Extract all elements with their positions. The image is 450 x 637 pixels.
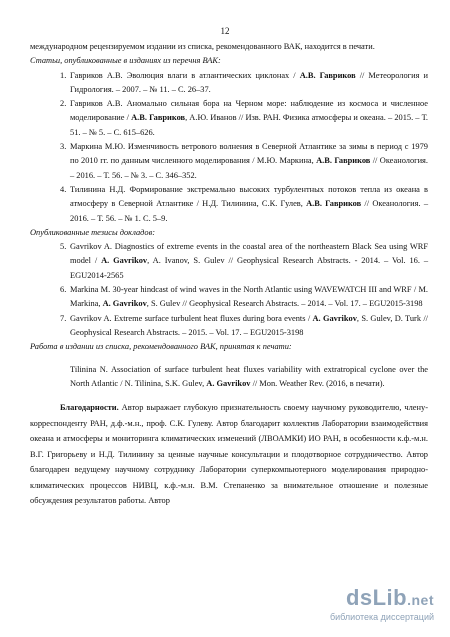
author-bold: A. Gavrikov <box>312 313 357 323</box>
author-bold: А.В. Гавриков <box>131 113 186 123</box>
item-text-tail: , S. Gulev // Geophysical Research Abstracts. – 2014. – Vol. 17. – EGU2015-3198 <box>146 299 423 309</box>
item-number: 1. <box>60 70 67 80</box>
item-text: Gavrikov A. Extreme surface turbulent heat fluxes during bora events / <box>70 313 313 323</box>
vak-list <box>30 69 428 226</box>
item-text-tail: // Океанология. – 2016. – Т. 56. – № 3. – С. 346–352. <box>70 156 429 180</box>
item-text: Markina M. 30-year hindcast of wind waves in the North Atlantic using WAVEWATCH III and WRF / M. Markina, <box>70 285 428 309</box>
accepted-heading: Работа в издании из списка, рекомендованного ВАК, принятая к печати: <box>30 342 292 352</box>
item-text: Gavrikov A. Diagnostics of extreme events in the coastal area of the northeastern Black Sea using WRF model / <box>70 242 428 266</box>
item-number: 3. <box>60 142 67 152</box>
item-number: 2. <box>60 99 67 109</box>
accepted-item <box>30 363 428 392</box>
page-number: 12 <box>220 26 230 36</box>
item-text-tail: // Метеорология и Гидрология. – 2007. – № 11. – С. 26–37. <box>70 70 428 94</box>
item-text: Гавриков А.В. Эволюция влаги в атлантических циклонах / <box>70 70 300 80</box>
list-item <box>30 283 428 312</box>
item-text-tail: , S. Gulev, D. Turk // Geophysical Research Abstracts. – 2015. – Vol. 17. – EGU2015-3198 <box>70 313 429 337</box>
watermark-logo-tld: .net <box>407 592 434 608</box>
intro-paragraph: международном рецензируемом издании из списка, рекомендованного ВАК, находится в печати. <box>30 42 375 51</box>
theses-list <box>30 240 428 340</box>
list-item <box>30 183 428 226</box>
item-number: 4. <box>60 184 67 194</box>
list-item <box>30 69 428 98</box>
item-text: Гавриков А.В. Аномально сильная бора на Черном море: наблюдение из космоса и численное моделирование / <box>70 99 428 123</box>
site-watermark <box>304 585 434 625</box>
acknowledgments-title: Благодарности. <box>60 402 119 412</box>
author-bold: А.В. Гавриков <box>316 156 371 166</box>
item-text-tail: , A. Ivanov, S. Gulev // Geophysical Research Abstracts. - 2014. – Vol. 16. – EGU2014-2565 <box>70 256 429 280</box>
acknowledgments-paragraph <box>30 400 428 509</box>
item-text: Маркина М.Ю. Изменчивость ветрового волнения в Северной Атлантике за зимы в период с 1979 по 2010 гг. по данным численного моделирования / М.Ю. Маркина, <box>70 142 428 166</box>
author-bold: А.В. Гавриков <box>306 199 362 209</box>
acknowledgments-text: Автор выражает глубокую признательность своему научному руководителю, члену-корреспонденту РАН, д.ф.-м.н., проф. С.К. Гулеву. Автор благодарит коллектив Лаборатории взаимодействия океана и атмосферы и мониторинга климатических изменений (ЛВОАМКИ) ИО РАН, в особенности к.ф.-м.н. В.Г. Григорьеву и Н.Д. Тилинину за ценные научные консультации и плодотворное сотрудничество. Автор благодарен ведущему научному сотруднику Лаборатории суперкомпьютерного моделирования природно-климатических процессов НИВЦ, к.ф.-м.н. В.М. Степаненко за внимательное отношение и полезные обсуждения результатов работы. Автор <box>30 402 428 506</box>
item-number: 6. <box>60 285 67 295</box>
item-text-tail: , А.Ю. Иванов // Изв. РАН. Физика атмосферы и океана. – 2015. – Т. 51. – № 5. – С. 615–626. <box>70 113 428 137</box>
author-bold: A. Gavrikov <box>102 299 147 309</box>
author-bold: A. Gavrikov <box>101 256 148 266</box>
page-content <box>30 40 428 509</box>
list-item <box>30 240 428 283</box>
item-number: 7. <box>60 313 67 323</box>
list-item <box>30 312 428 341</box>
author-bold: А.В. Гавриков <box>299 70 356 80</box>
item-text-tail: // Океанология. – 2016. – Т. 56. – № 1. С. 5–9. <box>70 199 429 223</box>
list-item <box>30 140 428 183</box>
item-text: Тилинина Н.Д. Формирование экстремально высоких турбулентных потоков тепла из океана в атмосферу в Северной Атлантике / Н.Д. Тилинина, С.К. Гулев, <box>70 184 428 209</box>
vak-heading: Статьи, опубликованные в изданиях из перечня ВАК: <box>30 56 221 66</box>
watermark-subtitle: библиотека диссертаций <box>329 612 434 622</box>
theses-heading: Опубликованные тезисы докладов: <box>30 227 156 237</box>
item-text: Tilinina N. Association of surface turbulent heat fluxes variability with extratropical cyclone over the North Atlantic / N. Tilinina, S.K. Gulev, <box>70 364 428 389</box>
list-item <box>30 97 428 140</box>
watermark-logo-main: dsLib <box>345 585 408 610</box>
item-number: 5. <box>60 242 67 252</box>
item-text-tail: // Mon. Weather Rev. (2016, в печати). <box>250 379 385 389</box>
watermark-logo <box>346 585 434 611</box>
author-bold: A. Gavrikov <box>206 379 251 389</box>
